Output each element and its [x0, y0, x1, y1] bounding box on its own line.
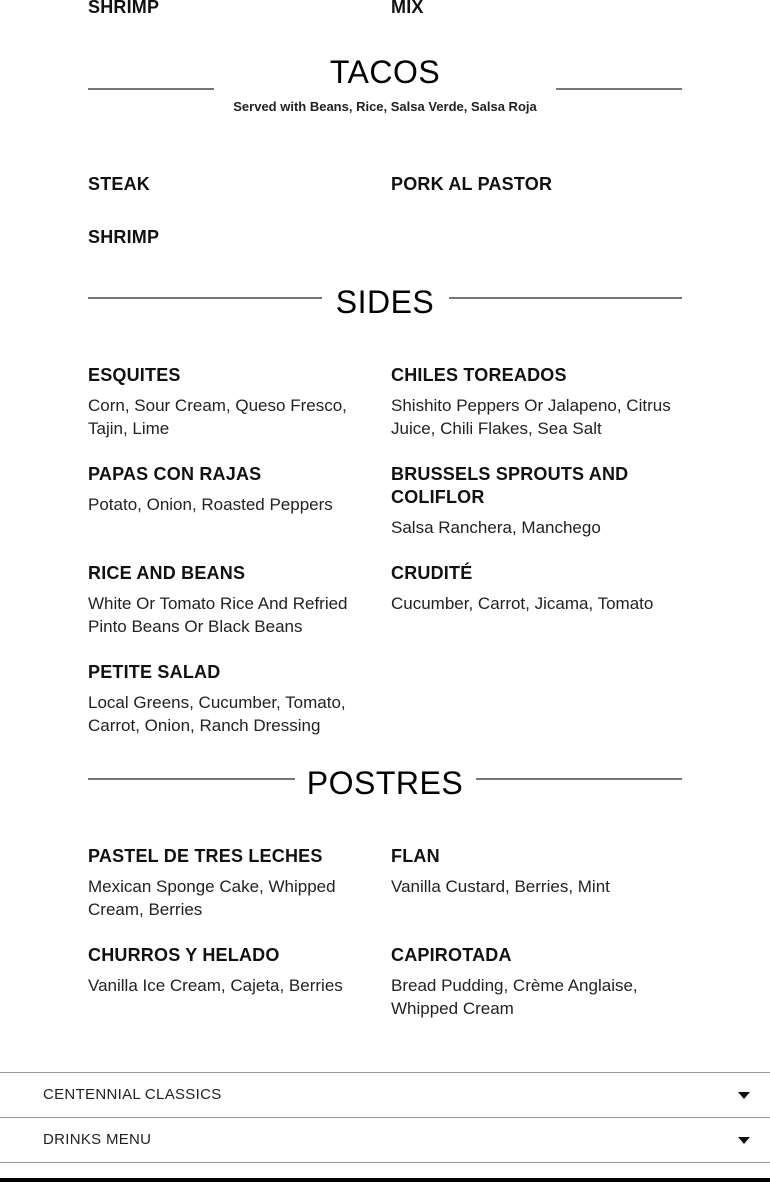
section-title-sides: SIDES — [335, 284, 435, 320]
caret-down-icon[interactable] — [738, 1092, 750, 1099]
menu-item-name: CHILES TOREADOS — [391, 365, 567, 385]
menu-item-description: Shishito Peppers Or Jalapeno, Citrus Juice, Chili Flakes, Sea Salt — [391, 396, 671, 438]
section-subtitle-tacos: Served with Beans, Rice, Salsa Verde, Salsa Roja — [233, 99, 537, 114]
caret-down-icon[interactable] — [738, 1137, 750, 1144]
menu-item-description: Vanilla Ice Cream, Cajeta, Berries — [88, 976, 343, 995]
menu-item-name: RICE AND BEANS — [88, 563, 246, 583]
menu-item-description: Vanilla Custard, Berries, Mint — [391, 877, 610, 896]
menu-item-name: SHRIMP — [88, 227, 160, 247]
menu-item-name: MIX — [391, 0, 424, 17]
menu-item-name: ESQUITES — [88, 365, 181, 385]
menu-item — [391, 463, 661, 539]
accordion-drinks-menu[interactable] — [0, 1117, 770, 1162]
menu-item-name: PASTEL DE TRES LECHES — [88, 846, 323, 866]
menu-item-name: PETITE SALAD — [88, 662, 221, 682]
footer-bar — [0, 1178, 770, 1182]
menu-item — [88, 463, 373, 516]
menu-item — [391, 944, 676, 1020]
menu-item-name: CAPIROTADA — [391, 945, 512, 965]
menu-item — [88, 661, 373, 737]
menu-item-description: Bread Pudding, Crème Anglaise, Whipped Cream — [391, 976, 638, 1018]
menu-item — [391, 364, 676, 440]
menu-item — [88, 845, 373, 921]
menu-item-name: BRUSSELS SPROUTS AND COLIFLOR — [391, 464, 629, 507]
menu-item-description: Mexican Sponge Cake, Whipped Cream, Berries — [88, 877, 336, 919]
accordion-centennial-classics[interactable] — [0, 1072, 770, 1117]
menu-item-name: PAPAS CON RAJAS — [88, 464, 262, 484]
menu-item-description: Corn, Sour Cream, Queso Fresco, Tajin, Lime — [88, 396, 347, 438]
menu-item-description: White Or Tomato Rice And Refried Pinto Beans Or Black Beans — [88, 594, 348, 636]
menu-item-name: CHURROS Y HELADO — [88, 945, 280, 965]
menu-item — [88, 364, 373, 440]
menu-item — [391, 562, 676, 615]
section-title-tacos: TACOS — [329, 54, 441, 90]
accordion-label: CENTENNIAL CLASSICS — [43, 1086, 222, 1103]
accordion-divider — [0, 1162, 770, 1163]
menu-item-description: Cucumber, Carrot, Jicama, Tomato — [391, 594, 654, 613]
menu-item-name: FLAN — [391, 846, 440, 866]
menu-item-name: SHRIMP — [88, 0, 160, 17]
menu-item-name: CRUDITÉ — [391, 563, 473, 583]
accordion-label: DRINKS MENU — [43, 1131, 152, 1148]
menu-item-description: Local Greens, Cucumber, Tomato, Carrot, Onion, Ranch Dressing — [88, 693, 346, 735]
menu-item — [88, 562, 373, 638]
menu-item-name: PORK AL PASTOR — [391, 174, 553, 194]
menu-item — [88, 944, 373, 997]
menu-item-description: Salsa Ranchera, Manchego — [391, 518, 601, 537]
section-title-postres: POSTRES — [306, 765, 464, 801]
menu-item — [391, 845, 676, 898]
menu-item-name: STEAK — [88, 174, 151, 194]
menu-item-description: Potato, Onion, Roasted Peppers — [88, 495, 333, 514]
